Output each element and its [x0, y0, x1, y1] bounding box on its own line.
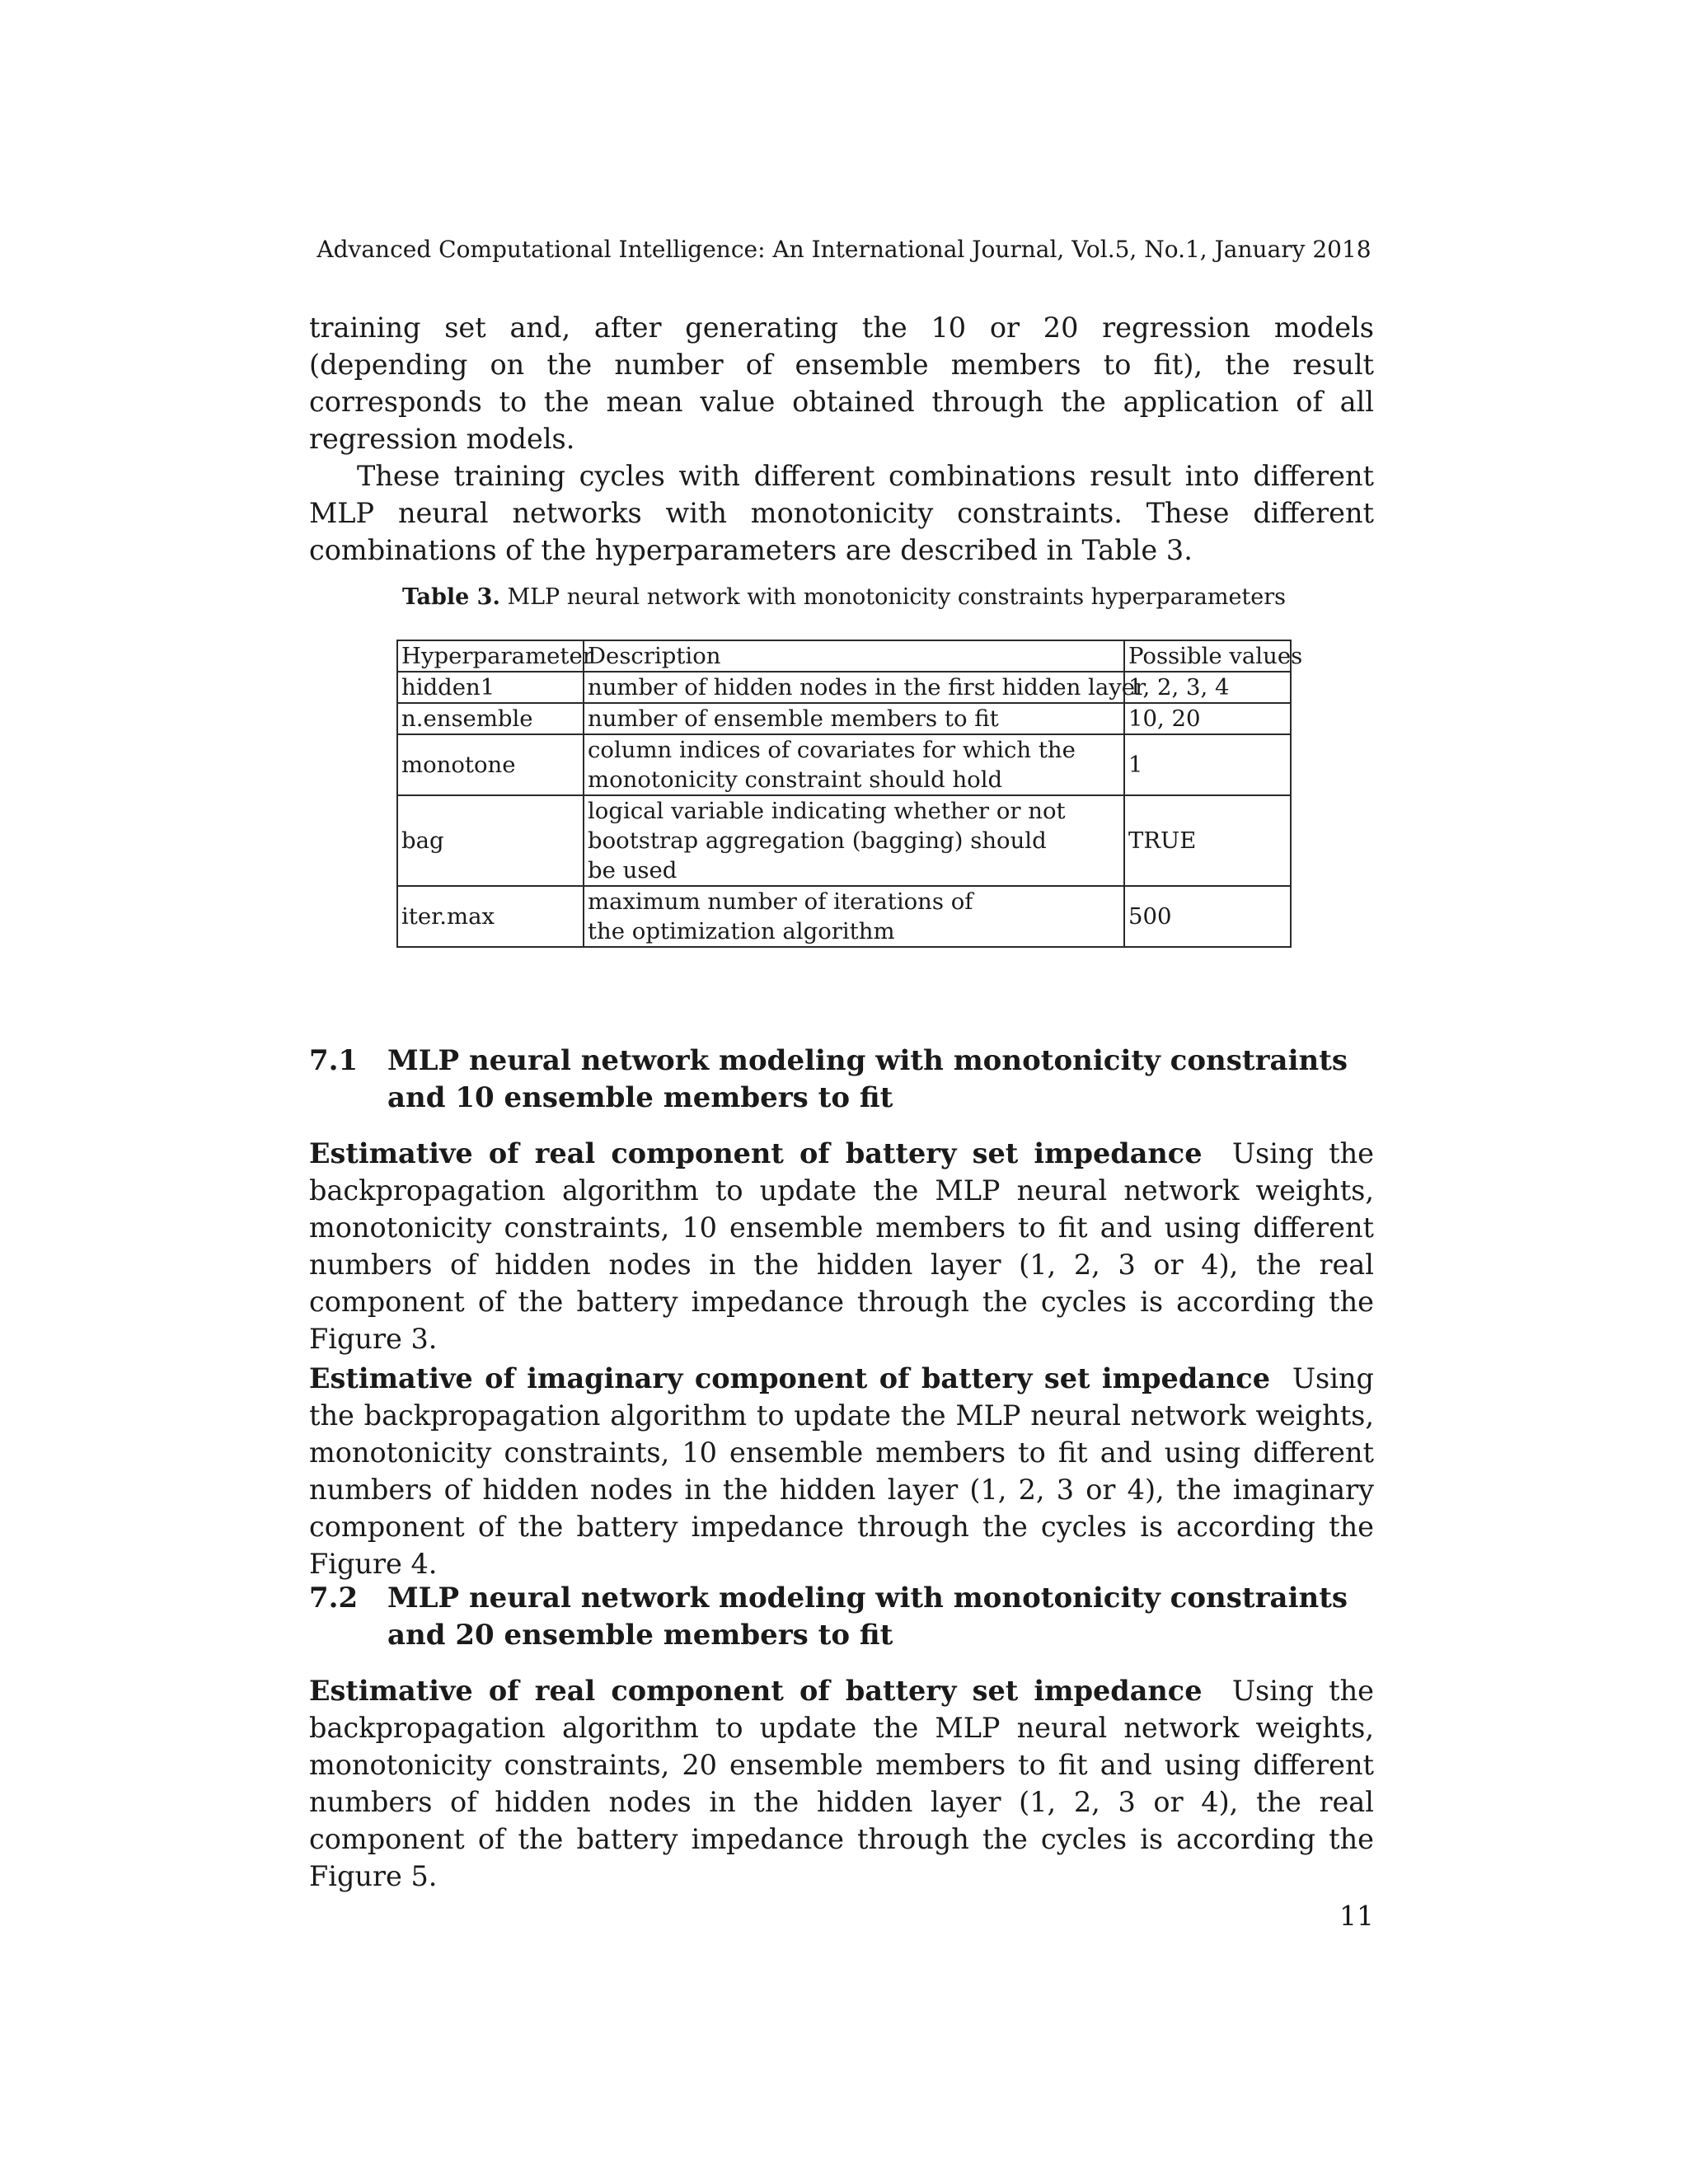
cell-description: [584, 795, 1124, 886]
desc-line: be used: [588, 857, 678, 883]
section-number: 7.2: [309, 1582, 359, 1615]
desc-line: logical variable indicating whether or not: [588, 798, 1066, 824]
desc-line: monotonicity constraint should hold: [588, 766, 1003, 793]
running-header: Advanced Computational Intelligence: An International Journal, Vol.5, No.1, January 2018: [316, 236, 1372, 263]
table-row: [397, 795, 1291, 886]
paragraph-text: Using the backpropagation algorithm to update the MLP neural network weights, monotonicity constraints, 20 ensemble members to fit and using different numbers of hidden nodes in the hidden layer (1, 2, 3 or 4), the real component of the battery impedance through the cycles is according the Figure 5.: [309, 1675, 1374, 1892]
col-header-possible-values: Possible values: [1124, 640, 1291, 672]
desc-line: bootstrap aggregation (bagging) should: [588, 827, 1047, 854]
table-row: [397, 734, 1291, 795]
cell-hyperparameter: bag: [397, 795, 584, 886]
table-caption: [0, 582, 1688, 613]
section-7-1-imag-paragraph: [309, 1360, 1374, 1582]
section-7-2-real-paragraph: [309, 1672, 1374, 1895]
cell-hyperparameter: iter.max: [397, 886, 584, 947]
desc-line: column indices of covariates for which the: [588, 737, 1076, 763]
col-header-description: Description: [584, 640, 1124, 672]
cell-description: [584, 703, 1124, 734]
section-7-1-real-paragraph: [309, 1135, 1374, 1357]
col-header-hyperparameter: Hyperparameter: [397, 640, 584, 672]
desc-line: maximum number of iterations of: [588, 888, 973, 915]
cell-possible-values: 1, 2, 3, 4: [1124, 672, 1291, 703]
cell-hyperparameter: monotone: [397, 734, 584, 795]
cell-description: [584, 734, 1124, 795]
section-title: MLP neural network modeling with monotonicity constraints and 20 ensemble members to fit: [387, 1582, 1348, 1652]
desc-line: number of ensemble members to fit: [588, 705, 999, 732]
cell-possible-values: 500: [1124, 886, 1291, 947]
table-row: [397, 886, 1291, 947]
paragraph-text: Using the backpropagation algorithm to update the MLP neural network weights, monotonicity constraints, 10 ensemble members to fit and using different numbers of hidden nodes in the hidden layer (1, 2, 3 or 4), the real component of the battery impedance through the cycles is according the Figure 3.: [309, 1137, 1374, 1355]
table-row: [397, 672, 1291, 703]
cell-possible-values: 10, 20: [1124, 703, 1291, 734]
paragraph-text: Using the backpropagation algorithm to update the MLP neural network weights, monotonicity constraints, 10 ensemble members to fit and using different numbers of hidden nodes in the hidden layer (1, 2, 3 or 4), the imaginary component of the battery impedance through the cycles is according the Figure 4.: [309, 1362, 1374, 1580]
section-heading-7-1: [309, 1043, 1381, 1117]
intro-text: [309, 309, 1374, 569]
hyperparameter-table: [396, 640, 1303, 948]
section-heading-7-2: [309, 1580, 1381, 1654]
section-title: MLP neural network modeling with monotonicity constraints and 10 ensemble members to fit: [387, 1044, 1348, 1114]
table-row: [397, 703, 1291, 734]
desc-line: number of hidden nodes in the first hidden layer: [588, 674, 1146, 701]
table-header-row: [397, 640, 1291, 672]
table-caption-label: Table 3.: [401, 584, 500, 610]
desc-line: the optimization algorithm: [588, 918, 895, 944]
paragraph-heading: Estimative of imaginary component of battery set impedance: [309, 1362, 1271, 1394]
intro-paragraph-2: These training cycles with different combinations result into different MLP neural networks with monotonicity constraints. These different combinations of the hyperparameters are described in Table 3.: [309, 460, 1374, 566]
section-number: 7.1: [309, 1044, 359, 1077]
cell-possible-values: 1: [1124, 734, 1291, 795]
intro-paragraph-1: training set and, after generating the 10 or 20 regression models (depending on the number of ensemble members to fit), the result corresponds to the mean value obtained through the application of all regression models.: [309, 312, 1374, 455]
cell-possible-values: TRUE: [1124, 795, 1291, 886]
paragraph-heading: Estimative of real component of battery set impedance: [309, 1675, 1203, 1707]
page-number: 11: [1339, 1900, 1374, 1932]
table-caption-text: MLP neural network with monotonicity constraints hyperparameters: [507, 584, 1287, 610]
cell-hyperparameter: hidden1: [397, 672, 584, 703]
paragraph-heading: Estimative of real component of battery set impedance: [309, 1137, 1203, 1169]
cell-description: [584, 672, 1146, 703]
cell-hyperparameter: n.ensemble: [397, 703, 584, 734]
cell-description: [584, 886, 1124, 947]
